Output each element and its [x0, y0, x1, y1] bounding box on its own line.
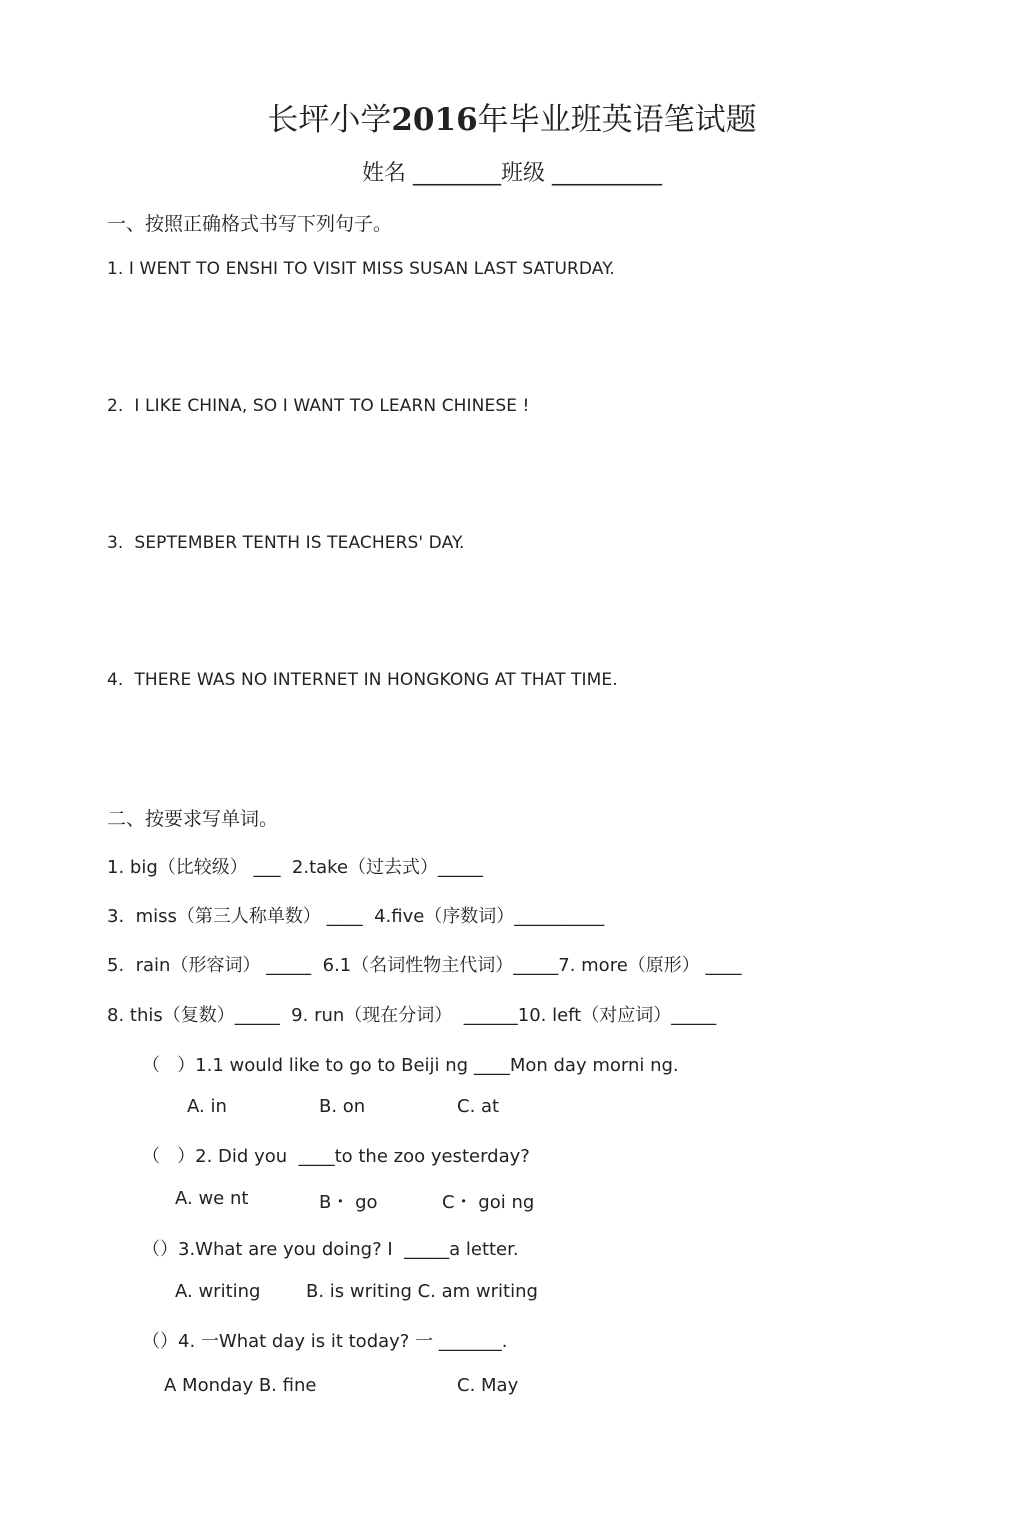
part2-heading: 二、按要求写单词。: [107, 808, 279, 830]
choice-2-option-c: C・ goi ng: [442, 1192, 535, 1213]
sentence-1: 1. I WENT TO ENSHI TO VISIT MISS SUSAN LAST SATURDAY.: [107, 259, 615, 279]
choice-1-option-b: B. on: [319, 1096, 366, 1117]
word-row-2: 3. miss（第三人称单数） ____ 4.five（序数词）__________: [107, 906, 605, 927]
title-subject: 年毕业班英语笔试题: [477, 102, 757, 138]
sentence-2: 2. I LIKE CHINA, SO I WANT TO LEARN CHINESE !: [107, 396, 530, 416]
choice-4-option-ab: A Monday B. fine: [164, 1375, 317, 1396]
title-year: 2016: [391, 102, 478, 138]
word-row-3: 5. rain（形容词） _____ 6.1（名词性物主代词）_____7. more（原形） ____: [107, 955, 742, 976]
choice-1-option-a: A. in: [187, 1096, 227, 1117]
choice-2-option-b: B・ go: [319, 1192, 378, 1213]
choice-question-1: （ ）1.1 would like to go to Beiji ng ____Mon day morni ng.: [142, 1055, 679, 1076]
choice-3-option-bc: B. is writing C. am writing: [306, 1281, 538, 1302]
name-class-line: 姓名 ________班级 __________: [362, 161, 662, 186]
sentence-3: 3. SEPTEMBER TENTH IS TEACHERS' DAY.: [107, 533, 465, 553]
choice-question-2: （ ）2. Did you ____to the zoo yesterday?: [142, 1146, 530, 1167]
choice-4-option-c: C. May: [457, 1375, 519, 1396]
choice-1-option-c: C. at: [457, 1096, 500, 1117]
part1-heading: 一、按照正确格式书写下列句子。: [107, 213, 393, 235]
word-row-4: 8. this（复数）_____ 9. run（现在分词） ______10. left（对应词）_____: [107, 1005, 717, 1026]
page-title: [0, 94, 1024, 139]
title-school: 长坪小学: [267, 102, 392, 138]
sentence-4: 4. THERE WAS NO INTERNET IN HONGKONG AT THAT TIME.: [107, 670, 618, 690]
choice-question-4: （）4. 一What day is it today? 一 _______.: [142, 1331, 508, 1352]
word-row-1: 1. big（比较级） ___ 2.take（过去式）_____: [107, 857, 484, 878]
choice-2-option-a: A. we nt: [175, 1188, 249, 1209]
choice-3-option-a: A. writing: [175, 1281, 261, 1302]
choice-question-3: （）3.What are you doing? I _____a letter.: [142, 1239, 519, 1260]
